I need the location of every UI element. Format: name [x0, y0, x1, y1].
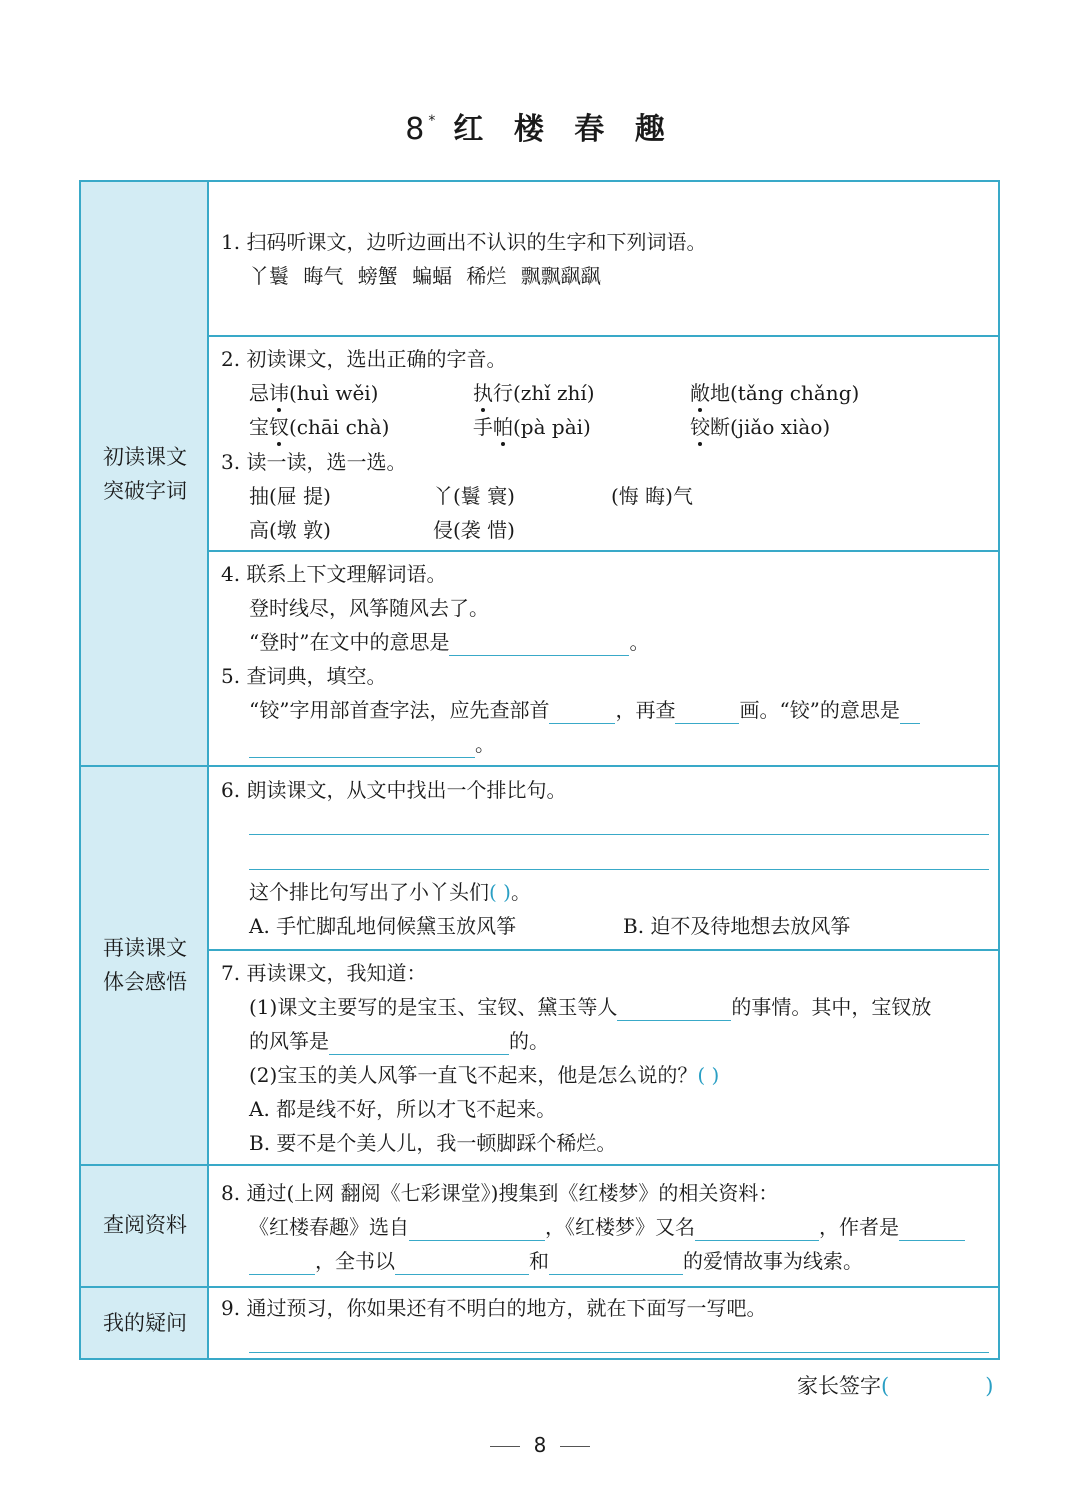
q8-prompt: 8. 通过(上网 翻阅《七彩课堂》)搜集到《红楼梦》的相关资料： [221, 1181, 779, 1205]
q7-text: 的。 [509, 1029, 549, 1053]
q6-question [249, 878, 531, 906]
q5-line [249, 696, 920, 724]
divider [81, 1286, 1000, 1288]
q1-prompt: 1. 扫码听课文，边听边画出不认识的生字和下列词语。 [221, 230, 707, 254]
char: 断 [710, 415, 730, 439]
pinyin-choices[interactable]: (zhǐ zhí) [513, 381, 595, 405]
q5-radical-blank[interactable] [549, 701, 615, 724]
q8-text: ，作者是 [819, 1215, 899, 1239]
dash [490, 1446, 520, 1447]
q8-author-blank-cont[interactable] [249, 1252, 315, 1275]
q7-kite-blank[interactable] [329, 1032, 509, 1055]
q1-words: 丫鬟 晦气 螃蟹 蝙蝠 稀烂 飘飘飖飖 [249, 264, 601, 288]
q8-character-blank[interactable] [549, 1252, 683, 1275]
char: 地 [710, 381, 730, 405]
section-label-first-read [81, 440, 209, 508]
q7-part1 [249, 993, 931, 1021]
q6-prompt: 6. 朗读课文，从文中找出一个排比句。 [221, 778, 567, 802]
paren: ) [985, 1374, 994, 1398]
q3-choice[interactable]: 丫(鬟 寰) [433, 484, 515, 508]
dotted-char: 铰 [690, 415, 710, 439]
page-number [0, 1433, 1080, 1457]
q3-prompt: 3. 读一读，选一选。 [221, 450, 407, 474]
divider [81, 765, 1000, 767]
q7-text: (1)课文主要写的是宝玉、宝钗、黛玉等人 [249, 995, 618, 1019]
q6-write-line[interactable] [249, 869, 989, 870]
worksheet-table [79, 180, 1000, 1360]
q2-item [473, 379, 595, 407]
dotted-char: 讳 [269, 381, 289, 405]
q8-text: 的爱情故事为线索。 [683, 1249, 863, 1273]
lesson-title: 红 楼 春 趣 [453, 112, 675, 147]
char: 宝 [249, 415, 269, 439]
punct: 。 [475, 732, 495, 756]
q3-choice[interactable]: 抽(屉 提) [249, 484, 331, 508]
section-label-line: 初读课文 [103, 445, 187, 469]
q5-text: 画。“铰”的意思是 [739, 698, 900, 722]
dotted-char: 敞 [690, 381, 710, 405]
pinyin-choices[interactable]: (jiǎo xiào) [730, 415, 831, 439]
parent-signature [797, 1370, 993, 1400]
divider [81, 1164, 1000, 1166]
punct: 。 [629, 630, 650, 654]
signature-label: 家长签字 [797, 1374, 881, 1398]
dotted-char: 执 [473, 381, 493, 405]
section-label-reread [81, 931, 209, 999]
q4-prompt: 4. 联系上下文理解词语。 [221, 562, 447, 586]
q8-text: 《红楼春趣》选自 [249, 1215, 409, 1239]
q3-choice[interactable]: (悔 晦)气 [611, 484, 693, 508]
q7-option-a[interactable]: A. 都是线不好，所以才飞不起来。 [249, 1097, 557, 1121]
dotted-char: 帕 [493, 415, 513, 439]
q7-text: 的事情。其中，宝钗放 [731, 995, 932, 1019]
lesson-mark: * [428, 113, 436, 129]
q5-text: ，再查 [615, 698, 676, 722]
q7-text: 的风筝是 [249, 1029, 329, 1053]
q7-event-blank[interactable] [617, 998, 731, 1021]
section-column [81, 182, 209, 1358]
char: 行 [493, 381, 513, 405]
page-title [0, 104, 1080, 148]
q8-source-blank[interactable] [409, 1218, 545, 1241]
q8-character-blank[interactable] [395, 1252, 529, 1275]
pinyin-choices[interactable]: (huì wěi) [289, 381, 379, 405]
q8-line2 [249, 1247, 863, 1275]
lesson-number: 8 [405, 112, 425, 147]
q6-option-a[interactable]: A. 手忙脚乱地伺候黛玉放风筝 [249, 914, 517, 938]
q7-part1-cont [249, 1027, 549, 1055]
divider [209, 949, 1000, 951]
q4-answer-blank[interactable] [449, 633, 629, 656]
q8-alt-name-blank[interactable] [695, 1218, 819, 1241]
q9-write-line[interactable] [249, 1352, 989, 1353]
section-label-research: 查阅资料 [103, 1213, 187, 1237]
divider [209, 550, 1000, 552]
q5-meaning-blank-cont[interactable] [249, 735, 475, 758]
q3-choice[interactable]: 侵(袭 惜) [433, 518, 515, 542]
q6-write-line[interactable] [249, 834, 989, 835]
q5-meaning-blank[interactable] [900, 701, 920, 724]
paren: ( [881, 1374, 890, 1398]
q7-prompt: 7. 再读课文，我知道： [221, 961, 427, 985]
char: 手 [473, 415, 493, 439]
section-label-line: 再读课文 [103, 936, 187, 960]
q6-ask: 这个排比句写出了小丫头们 [249, 880, 489, 904]
q2-prompt: 2. 初读课文，选出正确的字音。 [221, 347, 507, 371]
q5-text: “铰”字用部首查字法，应先查部首 [249, 698, 550, 722]
q4-question [249, 628, 649, 656]
q4-ask: “登时”在文中的意思是 [249, 630, 450, 654]
q2-item [690, 379, 859, 407]
q7-text: (2)宝玉的美人风筝一直飞不起来，他是怎么说的？ [249, 1063, 698, 1087]
section-label-line: 体会感悟 [103, 970, 187, 994]
section-label-questions: 我的疑问 [103, 1311, 187, 1335]
q3-choice[interactable]: 高(墩 敦) [249, 518, 331, 542]
q8-text: ，《红楼梦》又名 [545, 1215, 695, 1239]
section-label-line: 突破字词 [103, 479, 187, 503]
pinyin-choices[interactable]: (pà pài) [513, 415, 591, 439]
q8-text: ，全书以 [315, 1249, 395, 1273]
q5-line2 [249, 730, 495, 758]
q6-option-b[interactable]: B. 迫不及待地想去放风筝 [623, 914, 851, 938]
q8-author-blank[interactable] [899, 1218, 965, 1241]
char: 忌 [249, 381, 269, 405]
q5-prompt: 5. 查词典，填空。 [221, 664, 387, 688]
q7-answer-paren[interactable]: ( ) [697, 1063, 720, 1087]
q2-item [249, 379, 378, 407]
pinyin-choices[interactable]: (tǎng chǎng) [730, 381, 860, 405]
dash [560, 1446, 590, 1447]
q2-item [473, 413, 591, 441]
page-number-value: 8 [533, 1433, 547, 1457]
q7-part2 [249, 1061, 719, 1089]
q2-item [690, 413, 830, 441]
q6-answer-paren[interactable]: ( ) [489, 880, 511, 904]
q9-prompt: 9. 通过预习，你如果还有不明白的地方，就在下面写一写吧。 [221, 1296, 767, 1320]
q4-sentence: 登时线尽，风筝随风去了。 [249, 596, 489, 620]
q8-text: 和 [529, 1249, 549, 1273]
q2-item [249, 413, 389, 441]
punct: 。 [510, 880, 531, 904]
q5-strokes-blank[interactable] [675, 701, 739, 724]
q7-option-b[interactable]: B. 要不是个美人儿，我一顿脚踩个稀烂。 [249, 1131, 617, 1155]
q8-line1 [249, 1213, 965, 1241]
pinyin-choices[interactable]: (chāi chà) [289, 415, 390, 439]
dotted-char: 钗 [269, 415, 289, 439]
divider [209, 335, 1000, 337]
